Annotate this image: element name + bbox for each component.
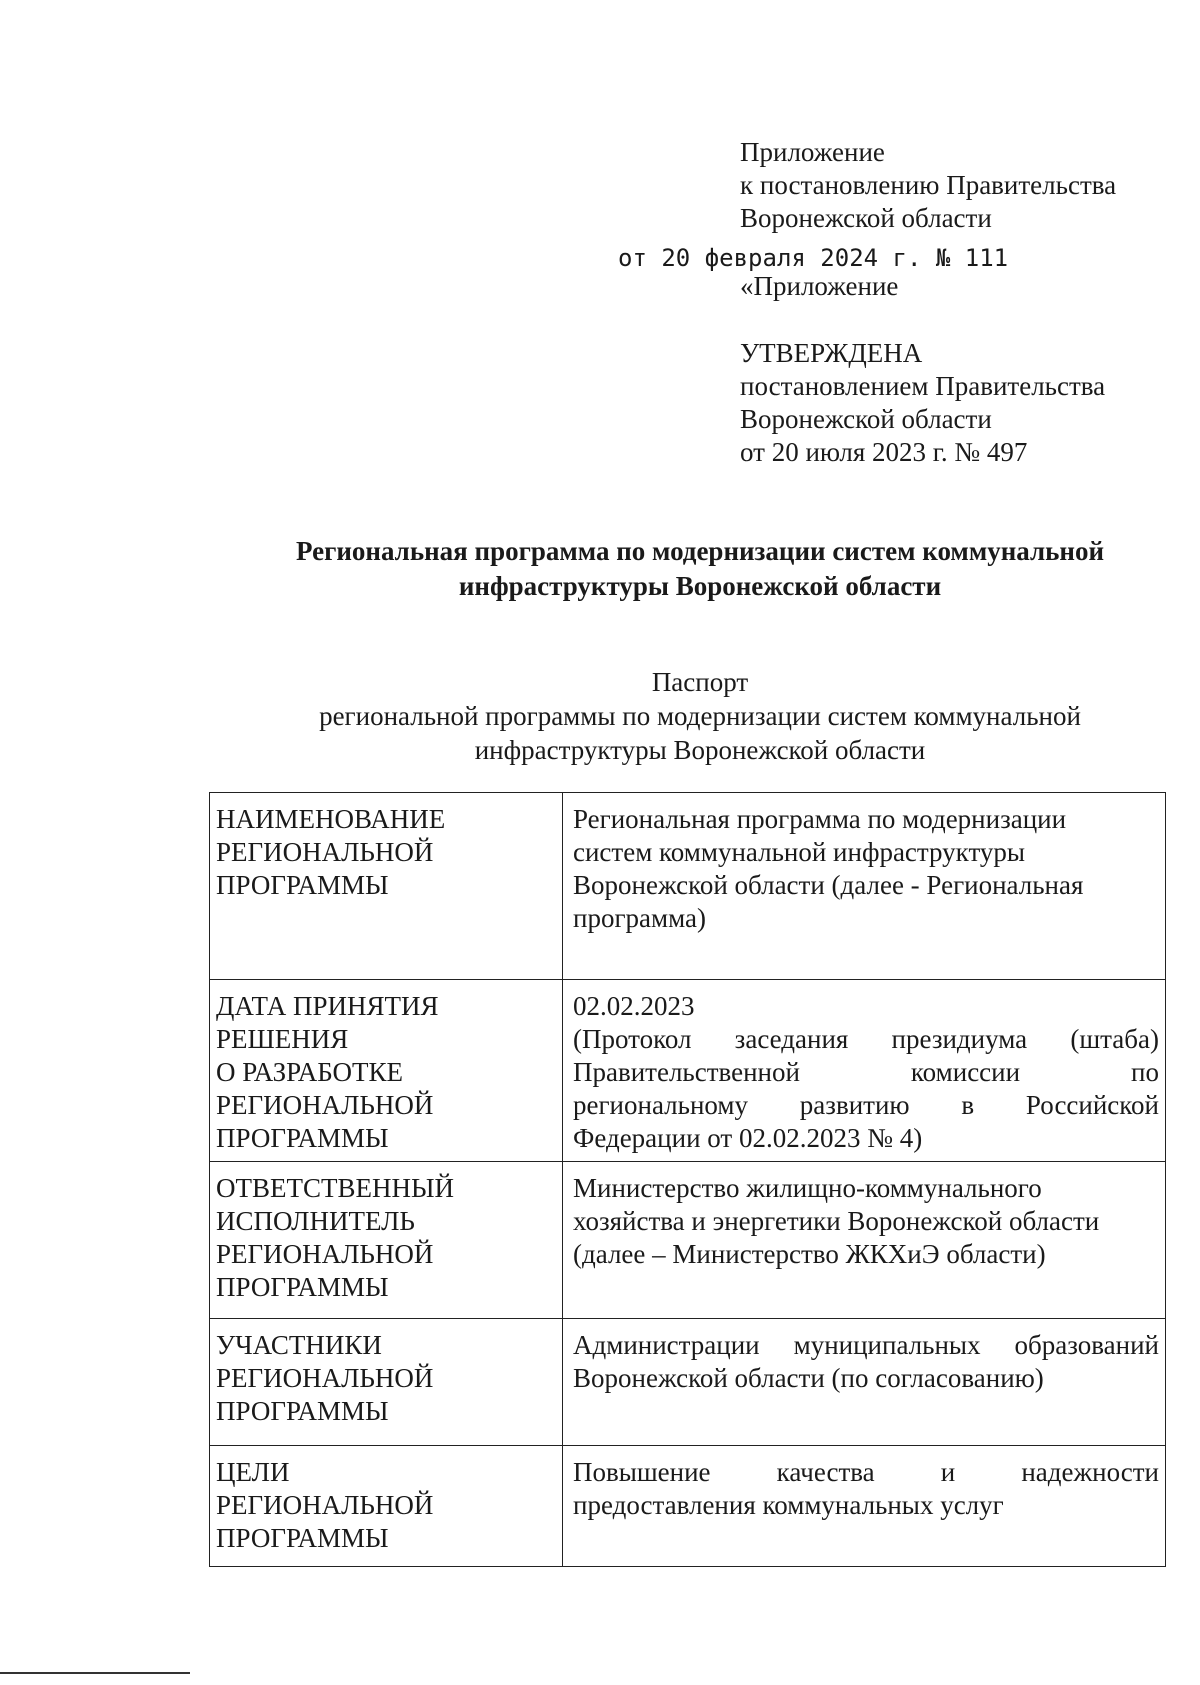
approved-line: УТВЕРЖДЕНА [740,338,923,368]
label-line: РЕШЕНИЯ [216,1024,349,1054]
table-row [210,1446,1166,1567]
row-label [210,1446,563,1567]
appendix-line: Воронежской области [740,203,992,233]
value-line: 02.02.2023 [573,991,695,1021]
row-value [563,1162,1166,1319]
table-row [210,980,1166,1162]
row-value [563,1319,1166,1446]
value-line: Региональная программа по модернизации [573,804,1067,834]
value-line: Правительственной комиссии по [573,1057,1159,1087]
label-line: ПРОГРАММЫ [216,870,389,900]
value-line: программа) [573,903,706,933]
value-line: Воронежской области (далее - Региональная [573,870,1084,900]
label-line: ДАТА ПРИНЯТИЯ [216,991,439,1021]
value-line: Федерации от 02.02.2023 № 4) [573,1123,923,1153]
footer-rule [0,1672,190,1674]
table-row [210,1162,1166,1319]
document-title [200,534,1200,604]
row-label [210,980,563,1162]
value-line: хозяйства и энергетики Воронежской области [573,1206,1100,1236]
value-line: систем коммунальной инфраструктуры [573,837,1026,867]
row-value [563,1446,1166,1567]
label-line: ПРОГРАММЫ [216,1123,389,1153]
row-value [563,980,1166,1162]
approved-line: Воронежской области [740,404,992,434]
label-line: РЕГИОНАЛЬНОЙ [216,1490,434,1520]
appendix-quote: «Приложение [740,271,899,301]
label-line: ПРОГРАММЫ [216,1272,389,1302]
value-line: (далее – Министерство ЖКХиЭ области) [573,1239,1046,1269]
label-line: ПРОГРАММЫ [216,1523,389,1553]
row-label [210,1162,563,1319]
passport-title: Паспорт [651,667,749,697]
label-line: УЧАСТНИКИ [216,1330,382,1360]
passport-subtitle: региональной программы по модернизации систем коммунальной [319,701,1081,731]
row-label [210,793,563,980]
value-line: региональному развитию в Российской [573,1090,1159,1120]
label-line: РЕГИОНАЛЬНОЙ [216,1090,434,1120]
value-line: Администрации муниципальных образований [573,1330,1159,1360]
label-line: ИСПОЛНИТЕЛЬ [216,1206,415,1236]
value-line: Министерство жилищно-коммунального [573,1173,1042,1203]
label-line: НАИМЕНОВАНИЕ [216,804,446,834]
value-line: Повышение качества и надежности [573,1457,1159,1487]
passport-heading [200,665,1200,767]
approved-line: от 20 июля 2023 г. № 497 [740,437,1028,467]
table-row [210,793,1166,980]
label-line: РЕГИОНАЛЬНОЙ [216,837,434,867]
appendix-dateline: от 20 февраля 2024 г. № 111 [618,244,1009,272]
approved-block [740,337,1105,469]
row-value [563,793,1166,980]
appendix-line: к постановлению Правительства [740,170,1117,200]
appendix-line: Приложение [740,137,885,167]
label-line: РЕГИОНАЛЬНОЙ [216,1363,434,1393]
appendix-block [740,136,1116,235]
label-line: ПРОГРАММЫ [216,1396,389,1426]
passport-subtitle: инфраструктуры Воронежской области [474,735,926,765]
value-line: (Протокол заседания президиума (штаба) [573,1024,1159,1054]
label-line: О РАЗРАБОТКЕ [216,1057,404,1087]
label-line: ОТВЕТСТВЕННЫЙ [216,1173,455,1203]
approved-line: постановлением Правительства [740,371,1106,401]
value-line: Воронежской области (по согласованию) [573,1363,1044,1393]
label-line: ЦЕЛИ [216,1457,290,1487]
title-line: Региональная программа по модернизации систем коммунальной [295,536,1105,566]
passport-table [209,792,1166,1567]
table-row [210,1319,1166,1446]
label-line: РЕГИОНАЛЬНОЙ [216,1239,434,1269]
row-label [210,1319,563,1446]
title-line: инфраструктуры Воронежской области [458,571,942,601]
value-line: предоставления коммунальных услуг [573,1490,1004,1520]
